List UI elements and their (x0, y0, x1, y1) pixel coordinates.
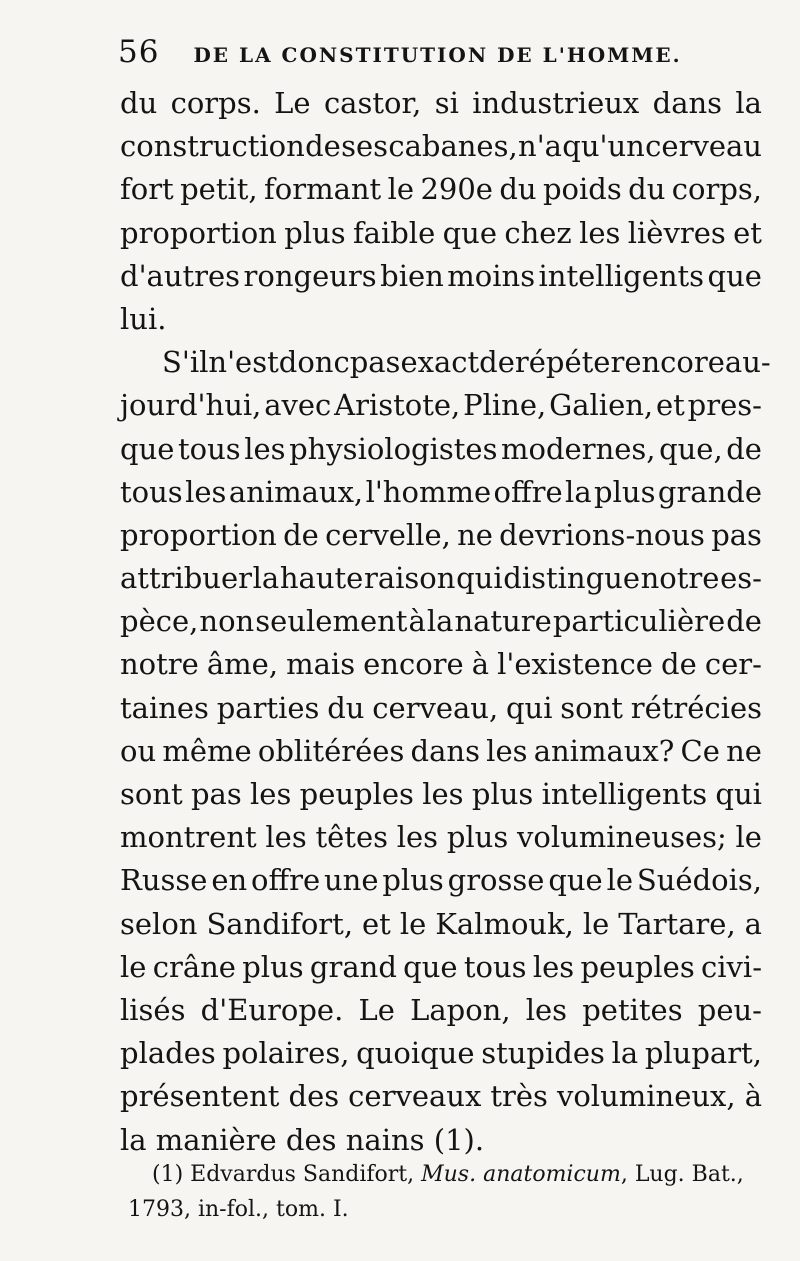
word: pas (349, 345, 401, 380)
word: montrent (120, 820, 257, 855)
text-line (120, 428, 762, 471)
word: pas (190, 777, 242, 811)
word: polaires, (222, 1036, 350, 1071)
word: corps. (170, 86, 261, 120)
footnote (128, 1157, 760, 1227)
word: et (362, 906, 391, 941)
word: plupart, (644, 1036, 762, 1071)
word: les (422, 777, 464, 811)
word: intelligents (538, 258, 705, 293)
word: à (744, 1079, 762, 1114)
word: ses (341, 129, 389, 164)
word: peuples (299, 777, 414, 811)
text-line (120, 557, 762, 600)
word: non (199, 604, 255, 639)
word: rétrécies (630, 690, 762, 725)
word: de (726, 431, 762, 466)
word: la (565, 474, 592, 509)
word: qui (715, 777, 762, 811)
word: formant (264, 172, 382, 207)
footnote-line (128, 1192, 760, 1227)
word: cerveaux (348, 1079, 482, 1114)
word: la (611, 1036, 639, 1071)
word: pèce, (120, 604, 199, 639)
word: de (661, 647, 697, 682)
word: cerveau (645, 129, 762, 164)
word: industrieux (472, 86, 640, 120)
word: au- (724, 345, 771, 380)
word: le (582, 906, 610, 941)
word: les (265, 820, 307, 855)
word: lisés (120, 992, 186, 1027)
word: l'homme (365, 474, 492, 509)
word: peu- (697, 992, 762, 1027)
word: cervelle, (325, 517, 451, 552)
word: raison (363, 561, 456, 596)
word: tous (120, 474, 183, 509)
word: selon (120, 906, 198, 941)
word: offre (493, 474, 563, 509)
word: notre (120, 647, 199, 682)
word: Lapon, (410, 992, 511, 1027)
word: Le (358, 992, 395, 1027)
word: les (532, 949, 575, 984)
footnote-text: 1793, in-fol., tom. I. (128, 1197, 349, 1222)
text-line (120, 168, 762, 211)
word: à (408, 604, 426, 639)
word: n'a (518, 129, 562, 164)
word: 290e (420, 172, 493, 207)
word: moins (447, 258, 536, 293)
word: de (479, 345, 515, 380)
text-line (120, 1075, 762, 1118)
word: stupides (481, 1036, 605, 1071)
word: âme, (206, 647, 279, 682)
word: sont (120, 777, 183, 811)
word: de (726, 604, 762, 639)
footnote-line (128, 1157, 760, 1192)
word: une (323, 863, 379, 898)
word: le (120, 949, 147, 984)
word: civi- (701, 949, 762, 984)
word: l'existence (497, 647, 653, 682)
word: têtes (315, 820, 388, 855)
word: grande (657, 474, 762, 509)
word: plus (382, 863, 444, 898)
word: exact (400, 345, 480, 380)
word: les (244, 431, 286, 466)
text-line (120, 859, 762, 902)
word: animaux? (533, 733, 675, 768)
word: des (288, 1079, 340, 1114)
word: plus (446, 820, 509, 855)
word: petit, (180, 172, 258, 207)
word: la (252, 561, 280, 596)
word: le (606, 863, 634, 898)
word: volumineux, (556, 1079, 736, 1114)
word: animaux, (228, 474, 364, 509)
word: attribuer (120, 561, 253, 596)
word: Suédois, (636, 863, 762, 898)
text-line (120, 471, 762, 514)
text-line (120, 773, 762, 816)
word: tous (177, 431, 241, 466)
page-header (118, 34, 760, 74)
word: lièvres (627, 215, 726, 250)
word: corps, (671, 172, 762, 207)
word: quoique (356, 1036, 475, 1071)
word: répéter (514, 345, 625, 380)
text-line (120, 255, 762, 298)
text-line (120, 1032, 762, 1075)
word: petites (582, 992, 683, 1027)
word: qui (505, 690, 553, 725)
line-text: lui. (120, 301, 167, 336)
word: les (250, 777, 292, 811)
text-line (120, 816, 762, 859)
text-line (120, 946, 762, 989)
footnote-italic-title: Mus. anatomicum (421, 1162, 621, 1187)
word: les (486, 733, 528, 768)
word: la (735, 86, 762, 120)
word: sont (560, 690, 623, 725)
word: grand (309, 949, 397, 984)
word: offre (251, 863, 321, 898)
word: Le (274, 86, 311, 120)
word: devrions-nous (499, 517, 705, 552)
text-line (120, 989, 762, 1032)
line-text: la manière des nains (1). (120, 1122, 485, 1157)
word: plades (120, 1036, 216, 1071)
word: les (525, 992, 568, 1027)
word: castor, (323, 86, 422, 120)
word: qu'un (562, 129, 645, 164)
word: que, (659, 431, 723, 466)
word: mais (286, 647, 356, 682)
word: que (120, 431, 175, 466)
word: Ce (680, 733, 720, 768)
word: ou (120, 733, 157, 768)
word: notre (640, 561, 720, 596)
word: très (490, 1079, 548, 1114)
word: et (656, 388, 685, 423)
word: cabanes, (388, 129, 518, 164)
word: plus (594, 474, 656, 509)
word: le (735, 820, 762, 855)
word: Kalmouk, (435, 906, 574, 941)
text-line (120, 125, 762, 168)
word: Pline, (463, 388, 547, 423)
word: qui (456, 561, 503, 596)
footnote-text-suffix: , Lug. Bat., (620, 1162, 744, 1187)
word: de (305, 129, 341, 164)
word: peuples (580, 949, 695, 984)
word: si (434, 86, 459, 120)
word: et (733, 215, 762, 250)
word: construction (120, 129, 305, 164)
word: bien (380, 258, 444, 293)
word: oblitérées (257, 733, 405, 768)
word: pres- (687, 388, 762, 423)
word: Sandifort, (206, 906, 354, 941)
text-line (120, 82, 762, 125)
word: présentent (120, 1079, 280, 1114)
word: plus (242, 949, 304, 984)
word: ne (726, 733, 762, 768)
word: de (283, 517, 319, 552)
word: que (548, 863, 603, 898)
text-line (120, 903, 762, 946)
word: particulière (552, 604, 726, 639)
text-line (120, 643, 762, 686)
word: les (579, 215, 621, 250)
word: physiologistes (289, 431, 498, 466)
text-line (120, 1119, 762, 1162)
word: du (628, 172, 666, 207)
text-line (120, 298, 762, 341)
word: seulement (255, 604, 408, 639)
word: taines (120, 690, 209, 725)
word: que (442, 215, 497, 250)
word: S'il (162, 345, 209, 380)
word: d'Europe. (200, 992, 344, 1027)
word: à (471, 647, 490, 682)
word: ne (457, 517, 493, 552)
text-line (120, 687, 762, 730)
word: Russe (120, 863, 208, 898)
word: cer- (704, 647, 762, 682)
word: nature (454, 604, 552, 639)
word: du (120, 86, 158, 120)
text-line (120, 514, 762, 557)
word: plus (284, 215, 346, 250)
word: le (387, 172, 415, 207)
word: dans (652, 86, 723, 120)
word: parties (216, 690, 320, 725)
word: encore (363, 647, 464, 682)
word: a (744, 906, 762, 941)
word: proportion (120, 517, 277, 552)
word: crâne (152, 949, 236, 984)
word: volumineuses; (516, 820, 727, 855)
word: que (707, 258, 762, 293)
word: que (403, 949, 458, 984)
word: distingue (503, 561, 640, 596)
word: du (327, 690, 365, 725)
word: du (499, 172, 537, 207)
word: Aristote, (334, 388, 461, 423)
page-number: 56 (118, 34, 160, 70)
word: Tartare, (618, 906, 736, 941)
text-line (120, 730, 762, 773)
word: la (426, 604, 454, 639)
word: chez (504, 215, 572, 250)
word: grosse (447, 863, 545, 898)
word: cerveau, (372, 690, 499, 725)
word: pas (711, 517, 762, 552)
word: tous (463, 949, 527, 984)
word: faible (352, 215, 436, 250)
word: rongeurs (243, 258, 377, 293)
word: jourd'hui, (120, 388, 262, 423)
word: Galien, (549, 388, 654, 423)
word: n'est (208, 345, 279, 380)
text-line (120, 600, 762, 643)
word: avec (264, 388, 332, 423)
word: même (162, 733, 252, 768)
word: es- (720, 561, 762, 596)
word: intelligents (541, 777, 708, 811)
word: les (396, 820, 439, 855)
text-line (120, 341, 771, 384)
word: proportion (120, 215, 277, 250)
word: en (211, 863, 248, 898)
word: poids (542, 172, 622, 207)
body-text (120, 82, 771, 1162)
text-line (120, 384, 762, 427)
word: haute (279, 561, 364, 596)
running-title: DE LA CONSTITUTION DE L'HOMME. (193, 43, 682, 67)
word: le (399, 906, 427, 941)
word: les (185, 474, 227, 509)
word: modernes, (501, 431, 656, 466)
footnote-text: (1) Edvardus Sandifort, (152, 1162, 422, 1187)
word: donc (278, 345, 350, 380)
word: dans (410, 733, 480, 768)
word: d'autres (120, 258, 241, 293)
word: fort (120, 172, 174, 207)
word: plus (471, 777, 534, 811)
word: encore (624, 345, 725, 380)
text-line (120, 212, 762, 255)
